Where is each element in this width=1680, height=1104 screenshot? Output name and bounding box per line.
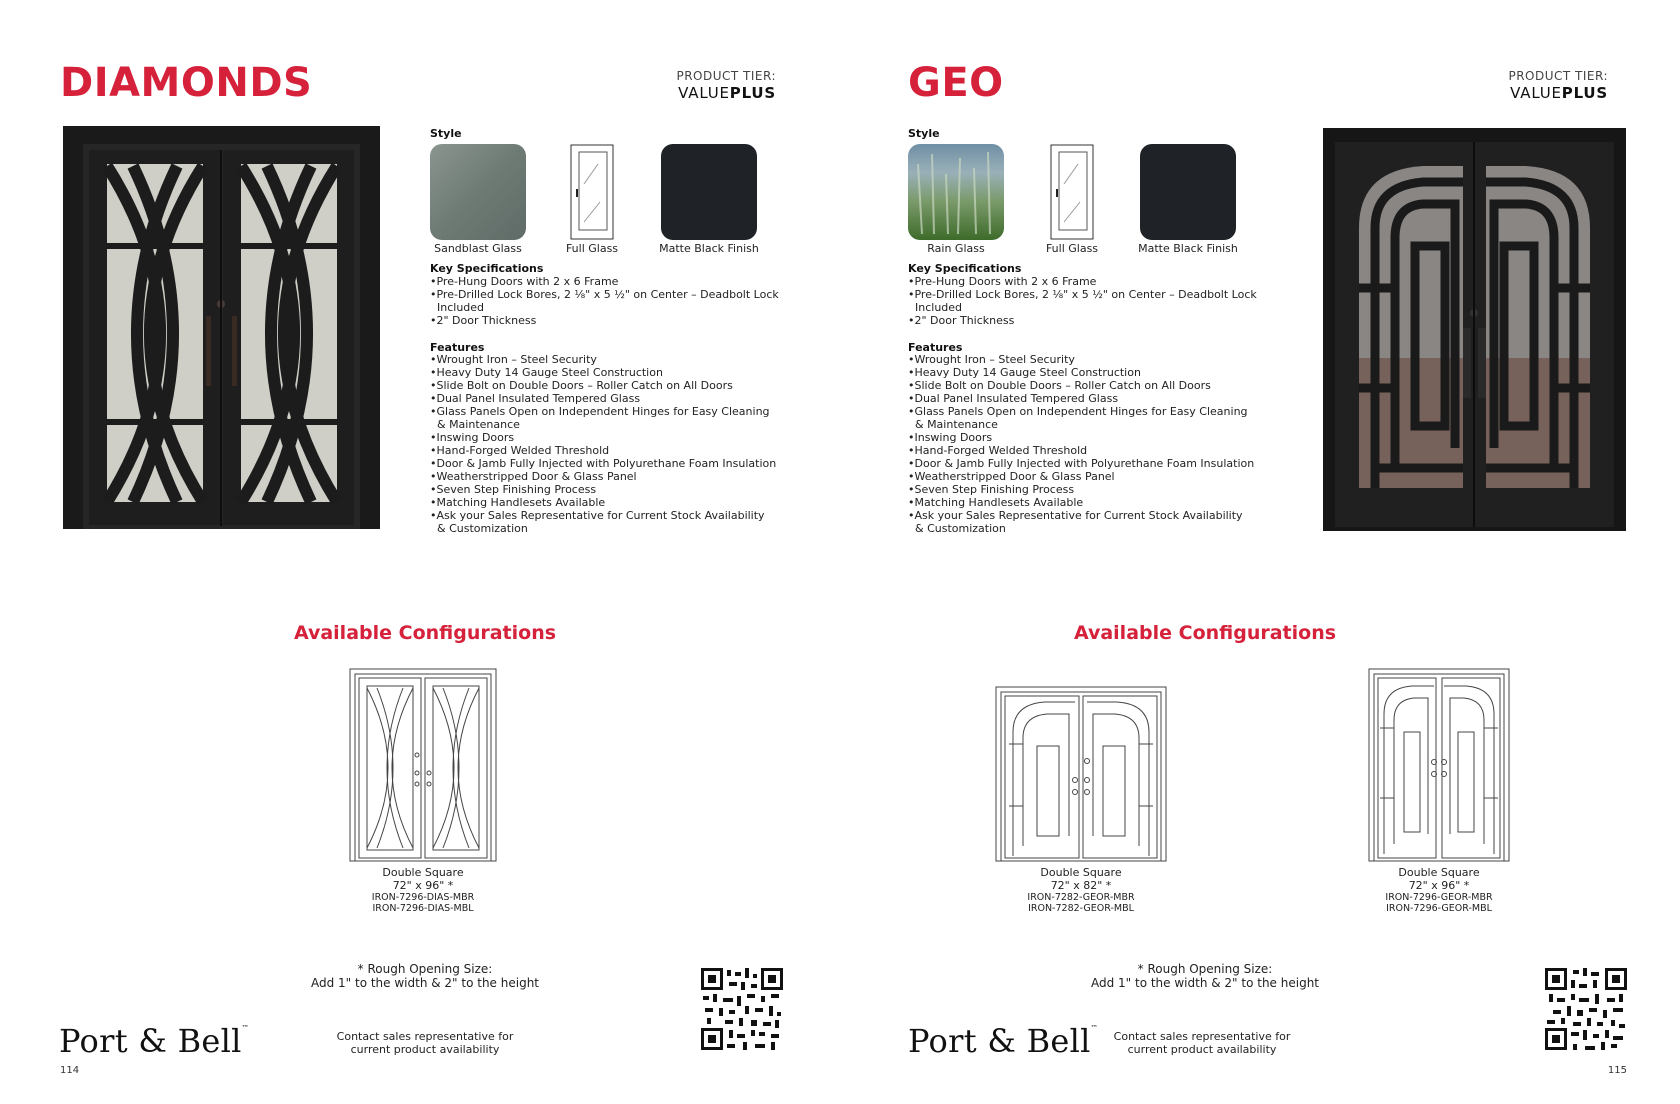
rough-opening-note: * Rough Opening Size: Add 1" to the width & 2" to the height	[310, 962, 540, 990]
features-heading: Features	[908, 341, 963, 354]
key-specs-heading: Key Specifications	[908, 262, 1022, 275]
swatch-label: Rain Glass	[927, 242, 985, 255]
swatch-label: Sandblast Glass	[434, 242, 522, 255]
key-specs-list: •Pre-Hung Doors with 2 x 6 Frame •Pre-Drilled Lock Bores, 2 ⅛" x 5 ½" on Center – Deadbolt Lock Included •2" Door Thickness	[908, 275, 1257, 327]
brand-logo: Port & Bell™	[908, 1022, 1099, 1060]
product-title: GEO	[908, 60, 1004, 106]
config-title: Available Configurations	[293, 622, 557, 644]
config-caption: Double Square 72" x 96" * IRON-7296-DIAS-MBR IRON-7296-DIAS-MBL	[371, 866, 475, 914]
tier-label: PRODUCT TIER:	[1508, 69, 1608, 83]
swatch-label: Matte Black Finish	[659, 242, 759, 255]
style-heading: Style	[430, 127, 462, 140]
config-drawing	[349, 668, 497, 862]
features-list: •Wrought Iron – Steel Security •Heavy Duty 14 Gauge Steel Construction •Slide Bolt on Double Doors – Roller Catch on All Doors •Dual Panel Insulated Tempered Glass •Glass Panels Open on Independent Hinges for Easy Cleaning & Maintenance •Inswing Doors •Hand-Forged Welded Threshold •Door & Jamb Fully Injected with Polyurethane Foam Insulation •Weatherstripped Door & Glass Panel •Seven Step Finishing Process •Matching Handlesets Available •Ask your Sales Representative for Current Stock Availability & Customization	[908, 353, 1255, 535]
product-title: DIAMONDS	[60, 60, 313, 106]
swatch-label: Full Glass	[565, 242, 619, 255]
config-drawing-82	[995, 686, 1167, 862]
config-caption: Double Square 72" x 96" * IRON-7296-GEOR-MBR IRON-7296-GEOR-MBL	[1385, 866, 1493, 914]
rough-opening-note: * Rough Opening Size: Add 1" to the width & 2" to the height	[1090, 962, 1320, 990]
config-caption: Double Square 72" x 82" * IRON-7282-GEOR-MBR IRON-7282-GEOR-MBL	[1027, 866, 1135, 914]
qr-code[interactable]	[1545, 968, 1627, 1050]
tier-value: VALUEPLUS	[1510, 84, 1608, 102]
config-title: Available Configurations	[1073, 622, 1337, 644]
swatch-label: Matte Black Finish	[1138, 242, 1238, 255]
tier-value: VALUEPLUS	[678, 84, 776, 102]
features-list: •Wrought Iron – Steel Security •Heavy Duty 14 Gauge Steel Construction •Slide Bolt on Double Doors – Roller Catch on All Doors •Dual Panel Insulated Tempered Glass •Glass Panels Open on Independent Hinges for Easy Cleaning & Maintenance •Inswing Doors •Hand-Forged Welded Threshold •Door & Jamb Fully Injected with Polyurethane Foam Insulation •Weatherstripped Door & Glass Panel •Seven Step Finishing Process •Matching Handlesets Available •Ask your Sales Representative for Current Stock Availability & Customization	[430, 353, 777, 535]
brand-logo: Port & Bell™	[59, 1022, 250, 1060]
door-photo	[63, 126, 380, 529]
page-number: 114	[60, 1065, 80, 1076]
swatch-label: Full Glass	[1045, 242, 1099, 255]
qr-code[interactable]	[701, 968, 783, 1050]
sandblast-glass-swatch[interactable]	[430, 144, 526, 240]
door-photo	[1323, 128, 1626, 531]
config-drawing-96	[1368, 668, 1510, 862]
page-geo	[840, 0, 1680, 1104]
full-glass-icon[interactable]	[1050, 144, 1094, 240]
matte-black-swatch[interactable]	[1140, 144, 1236, 240]
contact-note: Contact sales representative for current product availability	[1113, 1030, 1291, 1056]
rain-glass-swatch[interactable]	[908, 144, 1004, 240]
style-heading: Style	[908, 127, 940, 140]
contact-note: Contact sales representative for current product availability	[336, 1030, 514, 1056]
key-specs-heading: Key Specifications	[430, 262, 544, 275]
key-specs-list: •Pre-Hung Doors with 2 x 6 Frame •Pre-Drilled Lock Bores, 2 ⅛" x 5 ½" on Center – Deadbolt Lock Included •2" Door Thickness	[430, 275, 779, 327]
tier-label: PRODUCT TIER:	[676, 69, 776, 83]
matte-black-swatch[interactable]	[661, 144, 757, 240]
page-number: 115	[1607, 1065, 1627, 1076]
features-heading: Features	[430, 341, 485, 354]
full-glass-icon[interactable]	[570, 144, 614, 240]
